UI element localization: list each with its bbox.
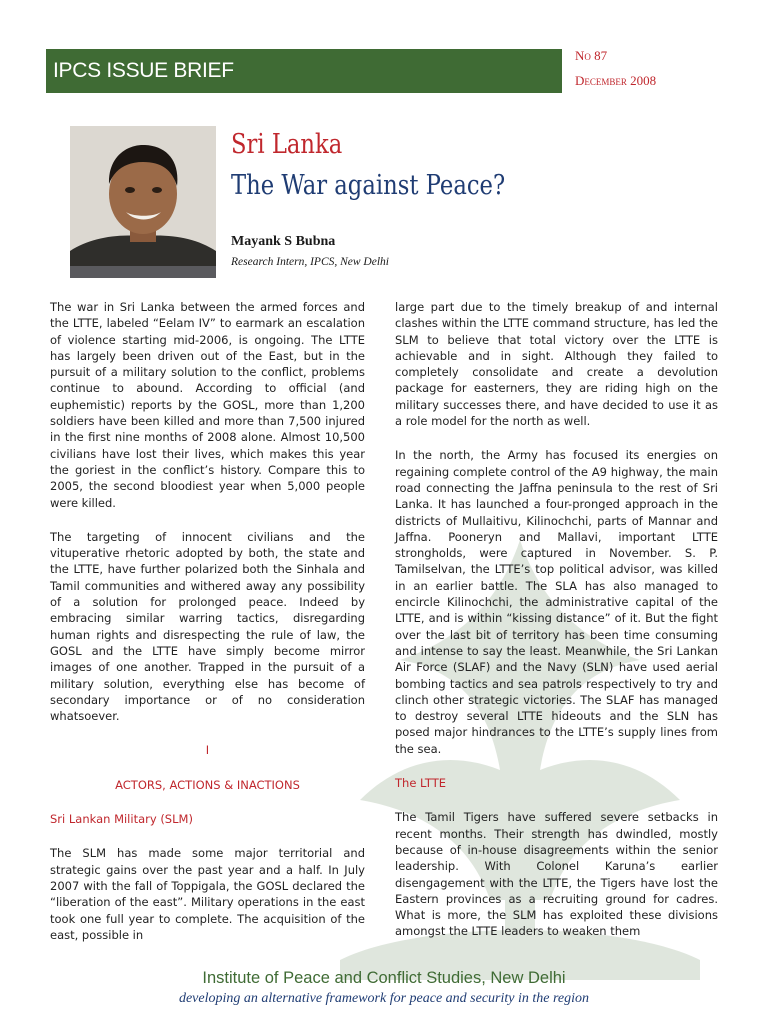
paragraph: large part due to the timely breakup of and internal clashes within the LTTE command structure, has led the SLM to believe that total victory over the LTTE is achievable and in sight. Although they failed to completely consolidate and create a devolution package for easterners, they are riding high on the military successes there, and have decided to use it as a role model for the north as well. bbox=[395, 300, 718, 429]
author-photo bbox=[70, 126, 216, 278]
author-affiliation: Research Intern, IPCS, New Delhi bbox=[231, 256, 389, 268]
footer-tagline: developing an alternative framework for peace and security in the region bbox=[178, 991, 590, 1006]
paragraph: The war in Sri Lanka between the armed forces and the LTTE, labeled “Eelam IV” to earmark an escalation of violence starting mid-2006, is ongoing. The LTTE has largely been driven out of the East, but in the pursuit of a military solution to the conflict, problems continue to abound. According to official (and euphemistic) reports by the GOSL, more than 1,200 soldiers have been killed and more than 7,500 injured in the first nine months of 2008 alone. Almost 10,500 civilians have lost their lives, which makes this year the goriest in the conflict’s history. Compare this to 2005, the second bloodiest year when 5,000 people were killed. bbox=[50, 300, 365, 510]
right-column bbox=[395, 299, 718, 958]
paragraph: The Tamil Tigers have suffered severe setbacks in recent months. Their strength has dwindled, mostly because of in-house disagreements within the senior leadership. With Colonel Karuna’s earlier disengagement with the LTTE, the Tigers have lost the Eastern provinces as a recruiting ground for cadres. What is more, the SLM has exploited these divisions amongst the LTTE leaders to weaken them bbox=[395, 810, 718, 939]
article-title-line2: The War against Peace? bbox=[231, 170, 506, 201]
paragraph: The SLM has made some major territorial and strategic gains over the past year and a half. In July 2007 with the fall of Toppigala, the GOSL declared the “liberation of the east”. Military operations in the east took one full year to complete. The acquisition of the east, possible in bbox=[50, 846, 365, 942]
section-heading: ACTORS, ACTIONS & INACTIONS bbox=[115, 777, 300, 792]
subsection-heading: Sri Lankan Military (SLM) bbox=[50, 812, 193, 827]
paragraph: The targeting of innocent civilians and the vituperative rhetoric adopted by both, the state and the LTTE, have further polarized both the Sinhala and Tamil communities and withered away any possibility of a solution for prolonged peace. Indeed by embracing similar warring tactics, disregarding human rights and disrespecting the rule of law, the GOSL and the LTTE have simply become mirror images of one another. Trapped in the pursuit of a military solution, everything else has become of secondary importance or of no consideration whatsoever. bbox=[50, 529, 365, 724]
issue-date: December 2008 bbox=[575, 73, 657, 88]
paragraph: In the north, the Army has focused its energies on regaining complete control of the A9 highway, the main road connecting the Jaffna peninsula to the rest of Sri Lanka. It has launched a four-pronged approach in the districts of Mullaitivu, Kilinochchi, parts of Mannar and Jaffna. Pooneryn and Mallavi, important LTTE strongholds, were captured in November. S. P. Tamilselvan, the LTTE’s top political advisor, was killed in an earlier battle. The SLA has also managed to encircle Kilinochchi, the administrative capital of the LTTE, and is within “kissing distance” of it. But the fight over the last bit of territory has been time consuming and intense to say the least. Meanwhile, the Sri Lankan Air Force (SLAF) and the Navy (SLN) have used aerial bombing tactics and sea patrols respectively to try and clinch other strategic victories. The SLAF has managed to destroy several LTTE hideouts and the SLN has posed major hindrances to the LTTE’s supply lines from the sea. bbox=[395, 448, 718, 756]
issue-brief-banner: IPCS ISSUE BRIEF bbox=[46, 49, 562, 93]
footer-institute: Institute of Peace and Conflict Studies, New Delhi bbox=[202, 969, 566, 987]
left-column bbox=[50, 299, 365, 961]
subsection-heading: The LTTE bbox=[395, 776, 446, 791]
author-name: Mayank S Bubna bbox=[231, 234, 336, 249]
section-numeral: I bbox=[205, 743, 210, 758]
issue-number: No 87 bbox=[575, 48, 608, 63]
article-title-line1: Sri Lanka bbox=[231, 129, 343, 160]
